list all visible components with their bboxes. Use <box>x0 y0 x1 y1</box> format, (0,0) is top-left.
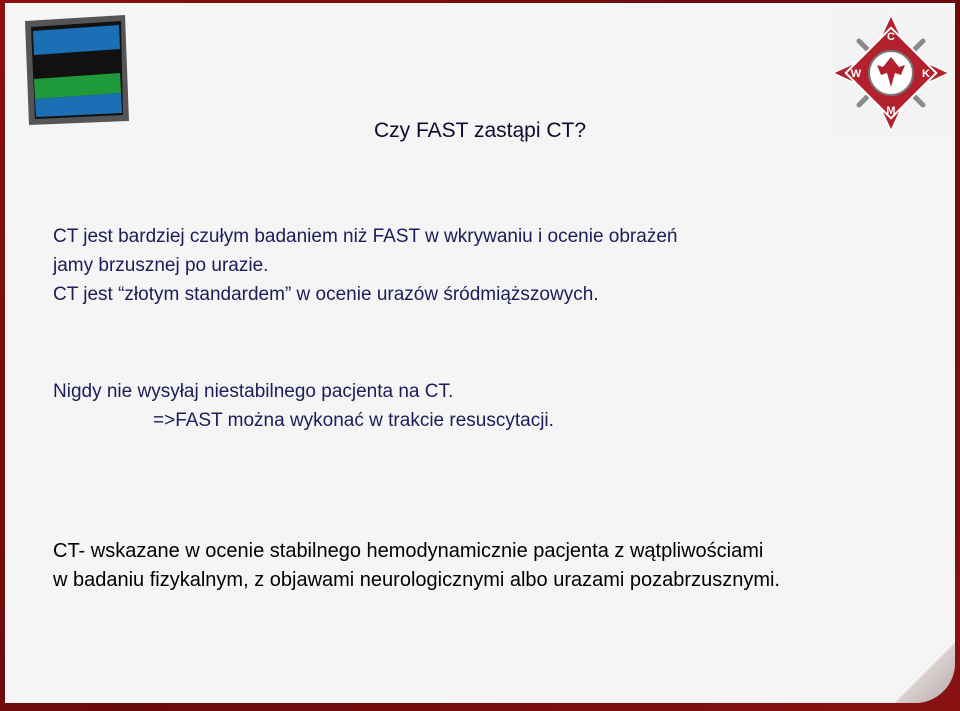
emblem-letter-w: W <box>850 68 862 80</box>
paragraph-unstable-patient <box>53 377 554 435</box>
slide-title: Czy FAST zastąpi CT? <box>373 119 586 142</box>
paragraph-line: =>FAST można wykonać w trakcie resuscytacji. <box>153 410 554 431</box>
paragraph-ct-sensitivity <box>53 222 677 309</box>
unit-flag-icon <box>19 13 135 127</box>
paragraph-line: jamy brzusznej po urazie. <box>53 255 269 276</box>
paragraph-line: w badaniu fizykalnym, z objawami neurologicznymi albo urazami pozabrzusznymi. <box>53 569 780 591</box>
paragraph-line: CT jest “złotym standardem” w ocenie urazów śródmiąższowych. <box>53 284 599 305</box>
paragraph-line: Nigdy nie wysyłaj niestabilnego pacjenta na CT. <box>53 381 454 402</box>
paragraph-line: CT jest bardziej czułym badaniem niż FAST w wkrywaniu i ocenie obrażeń <box>53 226 678 247</box>
slide <box>5 3 955 703</box>
paragraph-ct-indications <box>53 537 780 595</box>
paragraph-line: CT- wskazane w ocenie stabilnego hemodynamicznie pacjenta z wątpliwościami <box>53 540 764 562</box>
emblem-letter-k: K <box>922 68 930 80</box>
emblem-letter-m: M <box>886 105 896 117</box>
emblem-letter-c: C <box>887 31 895 43</box>
cwkm-emblem-icon <box>829 11 953 135</box>
